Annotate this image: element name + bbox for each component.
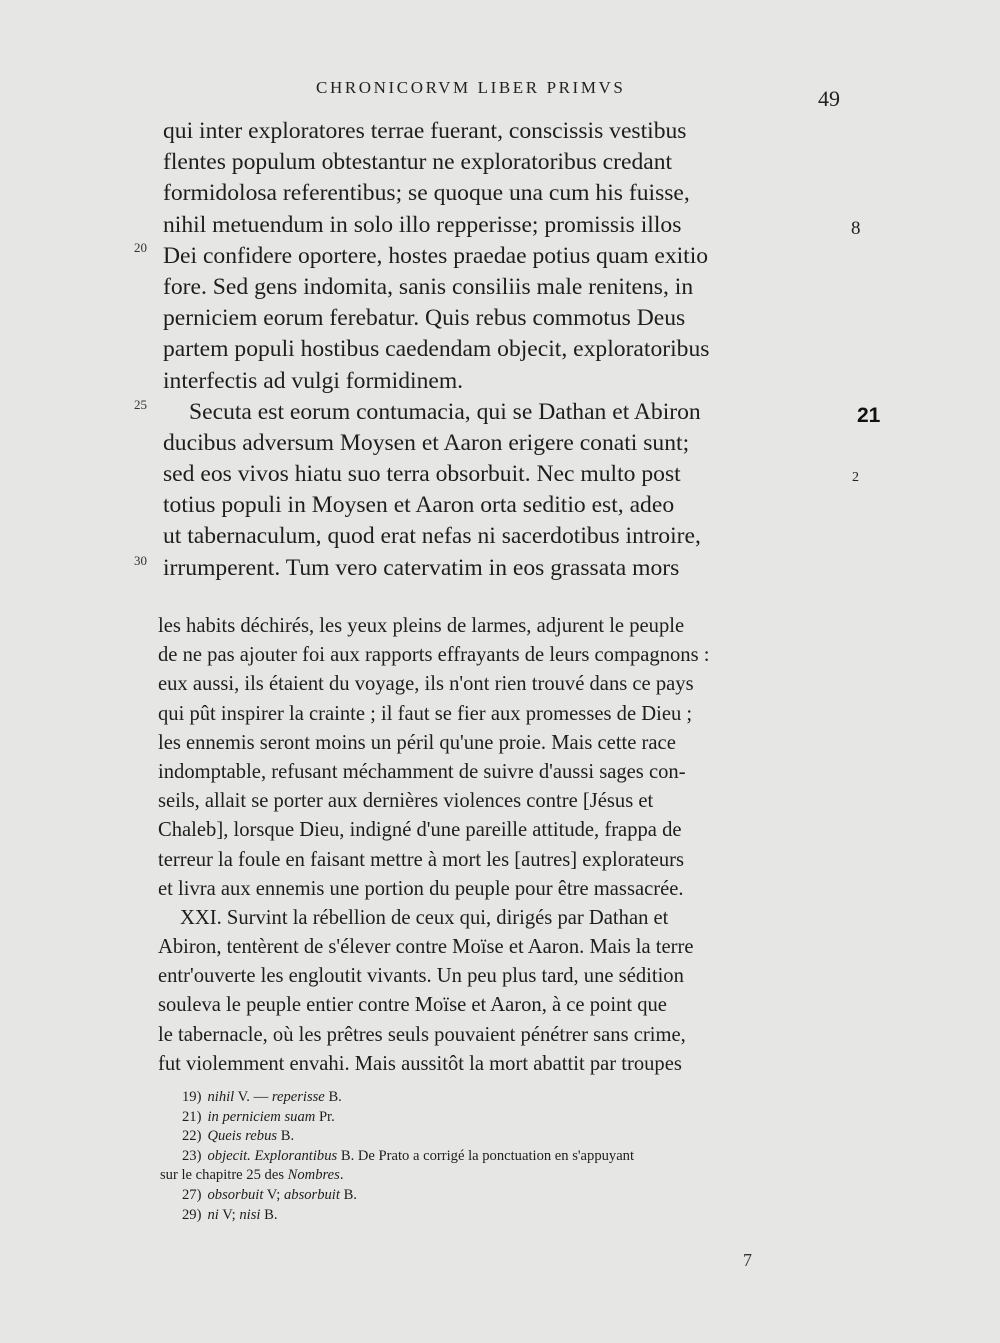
footnote-text: V; bbox=[218, 1206, 240, 1223]
french-line: Chaleb], lorsque Dieu, indigné d'une pareille attitude, frappa de bbox=[158, 819, 682, 842]
footnote-text: sur le chapitre 25 des bbox=[160, 1167, 288, 1184]
line-number-20: 20 bbox=[134, 240, 147, 255]
french-line: seils, allait se porter aux dernières violences contre [Jésus et bbox=[158, 790, 654, 813]
footnote-italic: reperisse bbox=[271, 1089, 325, 1105]
footnote-text: . bbox=[339, 1167, 344, 1184]
footnote-italic: ni bbox=[207, 1206, 219, 1223]
footnote-text: V. — bbox=[234, 1089, 272, 1105]
verse-reference-8: 8 bbox=[851, 218, 861, 239]
footnote-italic: Queis rebus bbox=[207, 1128, 278, 1145]
latin-line: qui inter exploratores terrae fuerant, conscissis vestibus bbox=[163, 118, 687, 144]
footnote-label: 23) bbox=[182, 1147, 202, 1164]
french-text-block bbox=[158, 612, 848, 1079]
footnote-label: 19) bbox=[182, 1089, 202, 1105]
footnote bbox=[160, 1127, 860, 1147]
french-line: et livra aux ennemis une portion du peuple pour être massacrée. bbox=[158, 877, 684, 900]
footnote-italic: nihil bbox=[207, 1089, 235, 1105]
latin-line: Secuta est eorum contumacia, qui se Dathan et Abiron bbox=[189, 398, 701, 425]
french-line: indomptable, refusant méchamment de suivre d'aussi sages con- bbox=[158, 760, 686, 783]
verse-reference-2: 2 bbox=[852, 470, 859, 485]
footnote bbox=[160, 1088, 860, 1108]
footnote-text: B. bbox=[324, 1089, 342, 1105]
french-line: fut violemment envahi. Mais aussitôt la mort abattit par troupes bbox=[158, 1052, 682, 1075]
footnote bbox=[160, 1147, 860, 1167]
latin-line: sed eos vivos hiatu suo terra obsorbuit. Nec multo post bbox=[163, 461, 681, 488]
french-line: XXI. Survint la rébellion de ceux qui, dirigés par Dathan et bbox=[180, 906, 669, 929]
footnote-text: B. bbox=[339, 1186, 357, 1203]
footnote-italic: nisi bbox=[239, 1206, 261, 1223]
footnote bbox=[160, 1186, 860, 1206]
latin-line: nihil metuendum in solo illo repperisse; promissis illos bbox=[163, 211, 682, 238]
latin-line: irrumperent. Tum vero catervatim in eos grassata mors bbox=[163, 554, 680, 581]
page-number: 49 bbox=[818, 86, 840, 111]
footnote-text: V; bbox=[263, 1186, 284, 1203]
running-title: CHRONICORVM LIBER PRIMVS bbox=[316, 78, 626, 97]
line-number-25: 25 bbox=[134, 397, 147, 412]
footnote-italic: objecit. Explorantibus bbox=[207, 1147, 338, 1164]
french-line: terreur la foule en faisant mettre à mort les [autres] explorateurs bbox=[158, 848, 685, 871]
footnotes bbox=[160, 1088, 860, 1225]
footnote-label: 22) bbox=[182, 1128, 202, 1145]
footnote-italic: in perniciem suam bbox=[207, 1108, 316, 1125]
footnote-italic: obsorbuit bbox=[207, 1186, 264, 1203]
french-line: les ennemis seront moins un péril qu'une proie. Mais cette race bbox=[158, 731, 676, 754]
french-line: les habits déchirés, les yeux pleins de larmes, adjurent le peuple bbox=[158, 615, 685, 637]
latin-line: Dei confidere oportere, hostes praedae potius quam exitio bbox=[163, 242, 709, 269]
french-line: souleva le peuple entier contre Moïse et Aaron, à ce point que bbox=[158, 994, 667, 1017]
french-line: Abiron, tentèrent de s'élever contre Moïse et Aaron. Mais la terre bbox=[158, 936, 694, 959]
line-number-30: 30 bbox=[134, 553, 147, 568]
latin-line: flentes populum obtestantur ne exploratoribus credant bbox=[163, 149, 673, 176]
footnote-label: 27) bbox=[182, 1186, 202, 1203]
french-line: qui pût inspirer la crainte ; il faut se fier aux promesses de Dieu ; bbox=[158, 702, 693, 725]
signature-mark: 7 bbox=[743, 1250, 752, 1270]
footnote bbox=[160, 1206, 860, 1226]
footnote-continuation bbox=[160, 1166, 860, 1186]
french-line: eux aussi, ils étaient du voyage, ils n'ont rien trouvé dans ce pays bbox=[158, 673, 694, 696]
french-line: entr'ouverte les engloutit vivants. Un peu plus tard, une sédition bbox=[158, 965, 684, 988]
latin-line: perniciem eorum ferebatur. Quis rebus commotus Deus bbox=[163, 305, 686, 332]
latin-line: partem populi hostibus caedendam objecit, exploratoribus bbox=[163, 336, 710, 363]
footnote-text: B. bbox=[277, 1128, 295, 1145]
latin-line: interfectis ad vulgi formidinem. bbox=[163, 367, 464, 394]
latin-line: fore. Sed gens indomita, sanis consiliis male renitens, in bbox=[163, 273, 694, 300]
french-line: de ne pas ajouter foi aux rapports effrayants de leurs compagnons : bbox=[158, 644, 710, 667]
footnote-text: B. bbox=[260, 1206, 278, 1223]
footnote-italic: absorbuit bbox=[283, 1186, 340, 1203]
chapter-reference-21: 21 bbox=[857, 404, 881, 427]
latin-line: formidolosa referentibus; se quoque una cum his fuisse, bbox=[163, 180, 690, 207]
footnote-label: 21) bbox=[182, 1108, 202, 1125]
footnote bbox=[160, 1108, 860, 1128]
footnote-text: B. De Prato a corrigé la ponctuation en s'appuyant bbox=[337, 1147, 635, 1164]
latin-text-block bbox=[163, 116, 853, 584]
footnote-italic: Nombres bbox=[287, 1167, 340, 1184]
footnote-label: 29) bbox=[182, 1206, 202, 1223]
latin-line: ducibus adversum Moysen et Aaron erigere conati sunt; bbox=[163, 429, 690, 456]
latin-line: totius populi in Moysen et Aaron orta seditio est, adeo bbox=[163, 492, 675, 519]
footnote-text: Pr. bbox=[315, 1108, 335, 1125]
latin-line: ut tabernaculum, quod erat nefas ni sacerdotibus introire, bbox=[163, 523, 701, 550]
french-line: le tabernacle, où les prêtres seuls pouvaient pénétrer sans crime, bbox=[158, 1023, 686, 1046]
